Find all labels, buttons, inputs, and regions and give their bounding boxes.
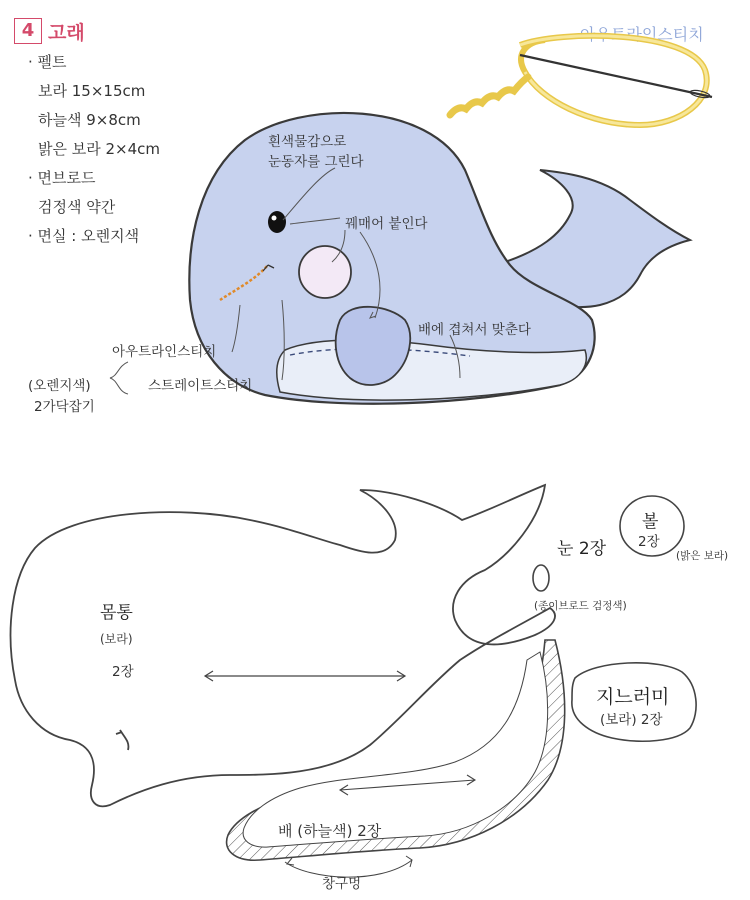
material-felt: · 펠트: [28, 53, 67, 71]
opening-label: 창구멍: [322, 876, 362, 892]
body-pattern-name: 몸통: [100, 603, 133, 623]
cheek-pattern-color: (밝은 보라): [676, 550, 729, 562]
cheek-pattern-count: 2장: [638, 534, 660, 550]
eye-pattern-material: (종이브로드 검정색): [534, 600, 627, 612]
material-purple: 보라 15×15cm: [38, 82, 146, 100]
eye-note-line1: 흰색물감으로: [268, 134, 347, 150]
fin-pattern-detail: (보라) 2장: [600, 712, 663, 728]
grain-arrow: [205, 671, 405, 681]
material-cotton-broad: · 면브로드: [28, 169, 96, 187]
outline-stitch-note: 아우트라인스티치: [112, 344, 217, 360]
section-title: 고래: [48, 22, 85, 44]
body-pattern-color: (보라): [100, 632, 133, 646]
needle-thread-icon: [450, 36, 712, 125]
stitch-name-label: 아우트라인스티치: [580, 25, 704, 44]
material-light-purple: 밝은 보라 2×4cm: [38, 140, 161, 158]
belly-pattern-label: 배 (하늘색) 2장: [278, 822, 382, 840]
eye-pattern-name: 눈 2장: [557, 539, 607, 559]
eye-paint-note: [268, 132, 364, 172]
whale-eye-icon: [268, 211, 286, 233]
body-pattern-count: 2장: [112, 664, 134, 680]
material-thread: · 면실 : 오렌지색: [28, 227, 140, 245]
overlap-belly-note: 배에 겹쳐서 맞춘다: [418, 322, 531, 338]
fin-pattern-name: 지느러미: [596, 686, 670, 708]
material-black: 검정색 약간: [38, 198, 116, 216]
eye-pattern: [533, 565, 549, 591]
section-number: 4: [14, 18, 42, 44]
material-skyblue: 하늘색 9×8cm: [38, 111, 141, 129]
eye-note-line2: 눈동자를 그린다: [268, 154, 364, 170]
cheek-pattern-name: 볼: [642, 512, 659, 532]
whale-illustration: [189, 113, 690, 404]
two-strands-note: 2가닥잡기: [34, 399, 95, 415]
straight-stitch-note: 스트레이트스티치: [148, 378, 253, 394]
sew-on-note: 꿰매어 붙인다: [345, 216, 428, 232]
thread-color-note: (오렌지색): [28, 378, 91, 394]
